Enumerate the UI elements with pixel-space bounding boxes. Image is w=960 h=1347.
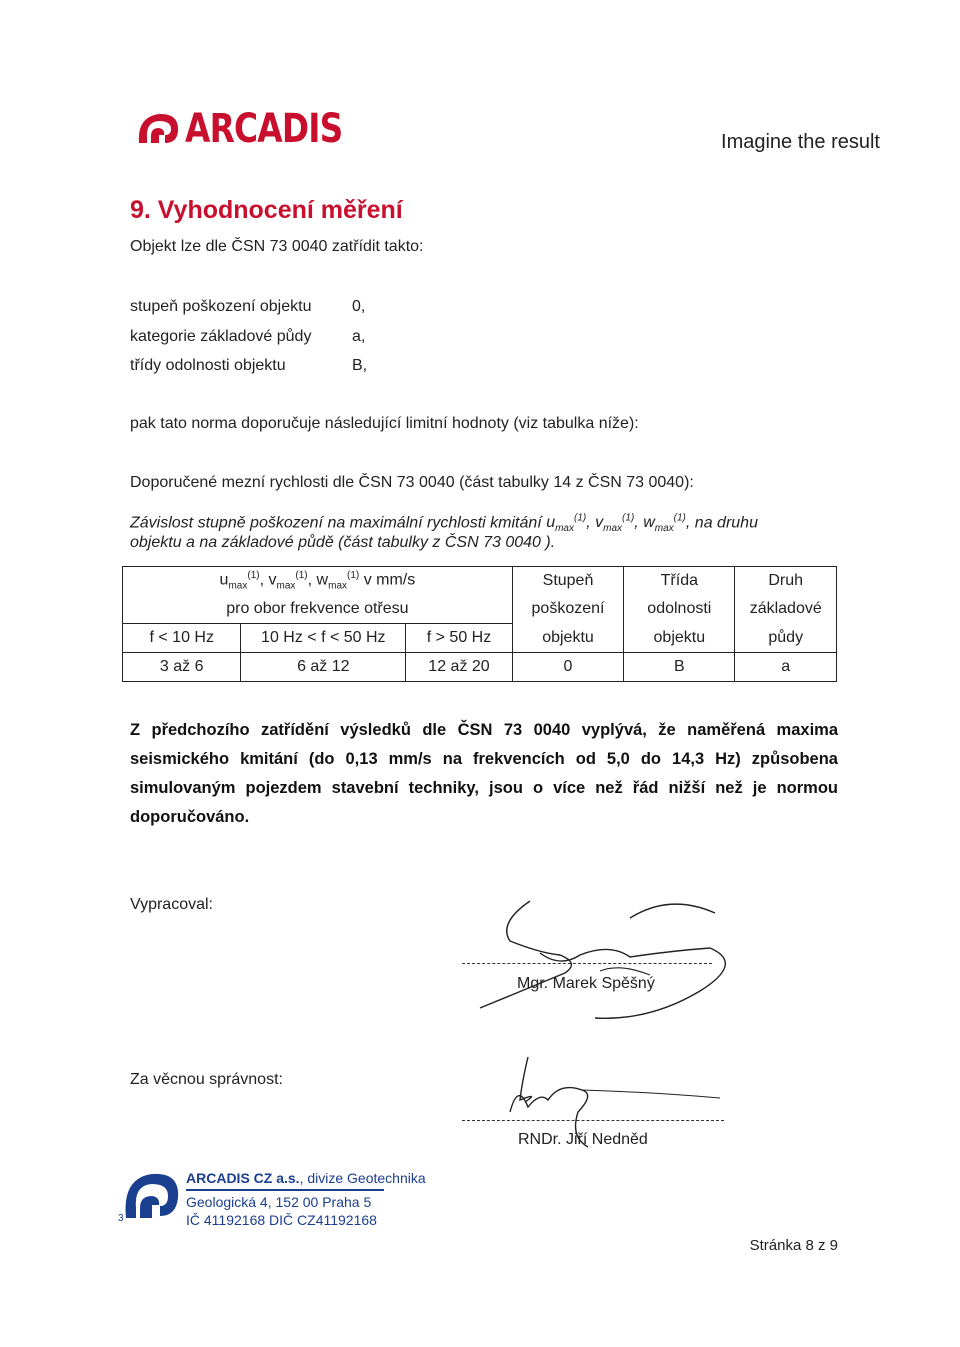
norm-text: pak tato norma doporučuje následující limitní hodnoty (viz tabulka níže): [130, 415, 639, 432]
section-heading: 9. Vyhodnocení měření [130, 196, 403, 224]
arcadis-logo [135, 106, 377, 152]
caption-v: $v_{max}^{(1)}$, [595, 513, 639, 535]
conclusion-text: Z předchozího zatřídění výsledků dle ČSN 73 0040 vyplývá, že naměřená maxima seismického kmitání (do 0,13 mm/s na frekvencích od 5,0 do 14,3 Hz) způsobena simulovaným pojezdem stavební techniky, jsou o více než řád nižší než je normou doporučováno. [130, 721, 838, 826]
table-cell: 3 až 6 [123, 653, 241, 682]
table-row [123, 624, 837, 653]
logo-text: ARCADIS [185, 106, 343, 152]
checked-by-name: RNDr. Jiří Nedněd [518, 1131, 648, 1148]
checked-by-label: Za věcnou správnost: [130, 1071, 283, 1088]
company-stamp: ARCADIS CZ a.s., divize Geotechnika Geologická 4, 152 00 Praha 5 IČ 41192168 DIČ CZ41192168 [186, 1170, 426, 1228]
table-caption [130, 513, 840, 535]
signature-line-1 [462, 963, 712, 964]
velocity-header-cell: $u_{max}^{(1)}$, $v_{max}^{(1)}$, $w_{max}^{(1)}$ v mm/s [123, 567, 513, 596]
classification-value-2: a, [352, 328, 366, 345]
caption-suffix: na druhu [694, 514, 758, 532]
caption-prefix: Závislost stupně poškození na maximální rychlosti kmitání [130, 514, 542, 532]
table-row [123, 567, 837, 596]
table-row [123, 595, 837, 624]
druh-header-3: půdy [735, 624, 837, 653]
caption-w: $w_{max}^{(1)}$, [643, 513, 691, 535]
stupen-header-1: Stupeň [512, 567, 623, 596]
table-cell: B [624, 653, 735, 682]
classification-label-2: kategorie základové půdy [130, 328, 312, 345]
stamp-address: Geologická 4, 152 00 Praha 5 [186, 1194, 372, 1210]
table-cell: 12 až 20 [406, 653, 513, 682]
table-cell: a [735, 653, 837, 682]
signature-line-2 [462, 1120, 724, 1121]
freq-header-mid: 10 Hz < f < 50 Hz [241, 624, 406, 653]
trida-header-2: odolnosti [624, 595, 735, 624]
classification-label-3: třídy odolnosti objektu [130, 357, 286, 374]
classification-label-1: stupeň poškození objektu [130, 298, 312, 315]
caption-line-2: objektu a na základové půdě (část tabulky z ČSN 73 0040 ). [130, 534, 556, 551]
recommended-text: Doporučené mezní rychlosti dle ČSN 73 0040 (část tabulky 14 z ČSN 73 0040): [130, 474, 694, 491]
table-cell: 0 [512, 653, 623, 682]
stamp-company: ARCADIS CZ a.s. [186, 1170, 300, 1186]
trida-header-3: objektu [624, 624, 735, 653]
stamp-ids: IČ 41192168 DIČ CZ41192168 [186, 1212, 377, 1228]
freq-header-low: f < 10 Hz [123, 624, 241, 653]
druh-header-1: Druh [735, 567, 837, 596]
trida-header-1: Třída [624, 567, 735, 596]
limits-table [122, 566, 837, 682]
stupen-header-2: poškození [512, 595, 623, 624]
caption-u: $u_{max}^{(1)}$, [546, 513, 591, 535]
freq-header-high: f > 50 Hz [406, 624, 513, 653]
prepared-by-label: Vypracoval: [130, 896, 213, 913]
druh-header-2: základové [735, 595, 837, 624]
page-number: Stránka 8 z 9 [749, 1237, 838, 1254]
stupen-header-3: objektu [512, 624, 623, 653]
freq-range-label: pro obor frekvence otřesu [123, 595, 513, 624]
classification-value-3: B, [352, 357, 368, 374]
intro-text: Objekt lze dle ČSN 73 0040 zatřídit takto: [130, 238, 424, 255]
prepared-by-name: Mgr. Marek Spěšný [517, 975, 655, 992]
table-cell: 6 až 12 [241, 653, 406, 682]
company-stamp-logo-icon [118, 1168, 184, 1224]
stamp-division: divize Geotechnika [307, 1170, 426, 1186]
table-row [123, 653, 837, 682]
stamp-number: 3 [118, 1213, 124, 1224]
stamp-divider [186, 1189, 384, 1191]
tagline: Imagine the result [721, 131, 880, 153]
classification-value-1: 0, [352, 298, 366, 315]
arcadis-mark-icon [135, 109, 181, 149]
